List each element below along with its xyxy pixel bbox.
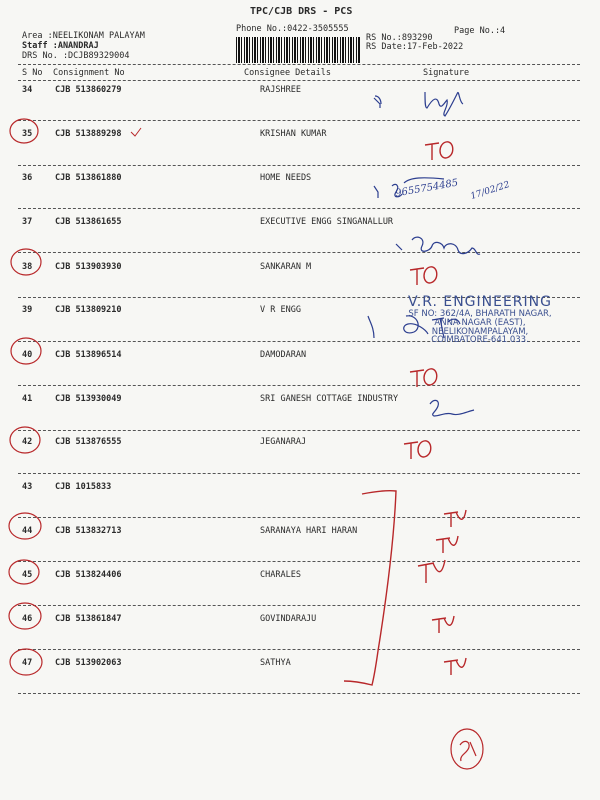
tv-mark bbox=[436, 536, 458, 553]
tv-mark bbox=[444, 658, 466, 675]
row-consignment: CJB 513832713 bbox=[55, 526, 122, 536]
row-consignment: CJB 513876555 bbox=[55, 437, 122, 447]
circle-mark bbox=[9, 560, 39, 584]
signature-sri-ganesh bbox=[430, 400, 474, 416]
col-sno: S No bbox=[22, 68, 43, 78]
row-consignee: SARANAYA HARI HARAN bbox=[260, 526, 358, 536]
stamp-address-line: ANNA NAGAR (EAST), bbox=[434, 317, 526, 328]
signature-executive-engg bbox=[412, 237, 480, 254]
row-consignee: RAJSHREE bbox=[260, 85, 301, 95]
row-sno: 35 bbox=[22, 129, 33, 139]
staff-label: Staff :ANANDRAJ bbox=[22, 41, 99, 51]
row-consignment: CJB 513861655 bbox=[55, 217, 122, 227]
row-consignment: CJB 513809210 bbox=[55, 305, 122, 315]
circle-mark bbox=[10, 427, 40, 453]
bracket-mark bbox=[344, 491, 396, 685]
stamp-company-name: V.R. ENGINEERING bbox=[408, 294, 552, 310]
row-sno: 44 bbox=[22, 526, 33, 536]
blue-signatures bbox=[368, 92, 480, 416]
phone-number: Phone No.:0422-3505555 bbox=[236, 24, 349, 34]
row-consignment: CJB 513896514 bbox=[55, 350, 122, 360]
row-consignee: HOME NEEDS bbox=[260, 173, 312, 183]
row-consignee: CHARALES bbox=[260, 570, 301, 580]
row-consignee: JEGANARAJ bbox=[260, 437, 307, 447]
col-consignee: Consignee Details bbox=[244, 68, 331, 78]
row-consignee: SANKARAN M bbox=[260, 262, 312, 272]
row-sno: 36 bbox=[22, 173, 33, 183]
row-consignment: CJB 1015833 bbox=[55, 482, 112, 492]
rs-date: RS Date:17-Feb-2022 bbox=[366, 42, 464, 52]
row-sno: 34 bbox=[22, 85, 33, 95]
circle-mark bbox=[9, 513, 41, 539]
tick-mark bbox=[374, 186, 378, 198]
row-consignee: KRISHAN KUMAR bbox=[260, 129, 327, 139]
stamp-address-line: NEELIKONAMPALAYAM, bbox=[431, 326, 529, 337]
row-consignee: DAMODARAN bbox=[260, 350, 307, 360]
handwritten-date-note: 17/02/22 bbox=[469, 179, 511, 203]
circle-mark bbox=[11, 249, 41, 275]
to-mark bbox=[410, 267, 437, 285]
row-consignment: CJB 513902063 bbox=[55, 658, 122, 668]
row-sno: 41 bbox=[22, 394, 33, 404]
row-consignee: V R ENGG bbox=[260, 305, 301, 315]
row-consignee: GOVINDARAJU bbox=[260, 614, 317, 624]
circle-mark bbox=[10, 119, 38, 143]
tv-mark bbox=[432, 616, 454, 633]
row-sno: 46 bbox=[22, 614, 33, 624]
row-sno: 43 bbox=[22, 482, 33, 492]
tick-mark bbox=[374, 96, 381, 108]
row-sno: 40 bbox=[22, 350, 33, 360]
row-consignment: CJB 513860279 bbox=[55, 85, 122, 95]
tv-mark bbox=[418, 560, 445, 583]
signature-stroke bbox=[368, 316, 374, 338]
tick-mark bbox=[396, 244, 402, 250]
tv-mark bbox=[444, 510, 466, 527]
area-label: Area :NEELIKONAM PALAYAM bbox=[22, 31, 145, 41]
row-sno: 38 bbox=[22, 262, 33, 272]
circle-mark bbox=[11, 338, 41, 364]
row-consignee: EXECUTIVE ENGG SINGANALLUR bbox=[260, 217, 394, 227]
to-mark bbox=[425, 142, 453, 160]
tick-mark bbox=[131, 128, 141, 136]
stamp-address-line: COIMBATORE-641 033. bbox=[431, 335, 529, 346]
row-sno: 42 bbox=[22, 437, 33, 447]
row-consignee: SRI GANESH COTTAGE INDUSTRY bbox=[260, 394, 399, 404]
row-sno: 37 bbox=[22, 217, 33, 227]
row-consignment: CJB 513889298 bbox=[55, 129, 122, 139]
circle-mark bbox=[451, 729, 483, 769]
col-signature: Signature bbox=[423, 68, 470, 78]
circled-count-mark bbox=[460, 741, 476, 761]
row-sno: 45 bbox=[22, 570, 33, 580]
signature-flourish bbox=[404, 178, 444, 183]
signature-home-needs bbox=[392, 184, 402, 196]
stamp-address-line: SF NO: 362/4A, BHARATH NAGAR, bbox=[408, 308, 552, 319]
circle-mark bbox=[10, 649, 42, 675]
red-circle-marks bbox=[9, 119, 483, 769]
page-number: Page No.:4 bbox=[454, 26, 506, 36]
handwritten-phone-note: 9655754485 bbox=[394, 177, 460, 200]
row-consignee: SATHYA bbox=[260, 658, 291, 668]
row-consignment: CJB 513903930 bbox=[55, 262, 122, 272]
signature-vr-engg bbox=[404, 316, 460, 338]
row-consignment: CJB 513861847 bbox=[55, 614, 122, 624]
to-mark bbox=[410, 369, 437, 387]
drs-number: DRS No. :DCJB89329004 bbox=[22, 51, 130, 61]
row-sno: 47 bbox=[22, 658, 33, 668]
row-consignment: CJB 513824406 bbox=[55, 570, 122, 580]
row-sno: 39 bbox=[22, 305, 33, 315]
col-consignment: Consignment No bbox=[53, 68, 125, 78]
document-title: TPC/CJB DRS - PCS bbox=[250, 6, 353, 17]
row-consignment: CJB 513930049 bbox=[55, 394, 122, 404]
rs-number: RS No.:893290 bbox=[366, 33, 433, 43]
circle-mark bbox=[9, 603, 41, 629]
signature-rajshree bbox=[425, 92, 463, 116]
to-mark bbox=[404, 441, 431, 459]
row-consignment: CJB 513861880 bbox=[55, 173, 122, 183]
